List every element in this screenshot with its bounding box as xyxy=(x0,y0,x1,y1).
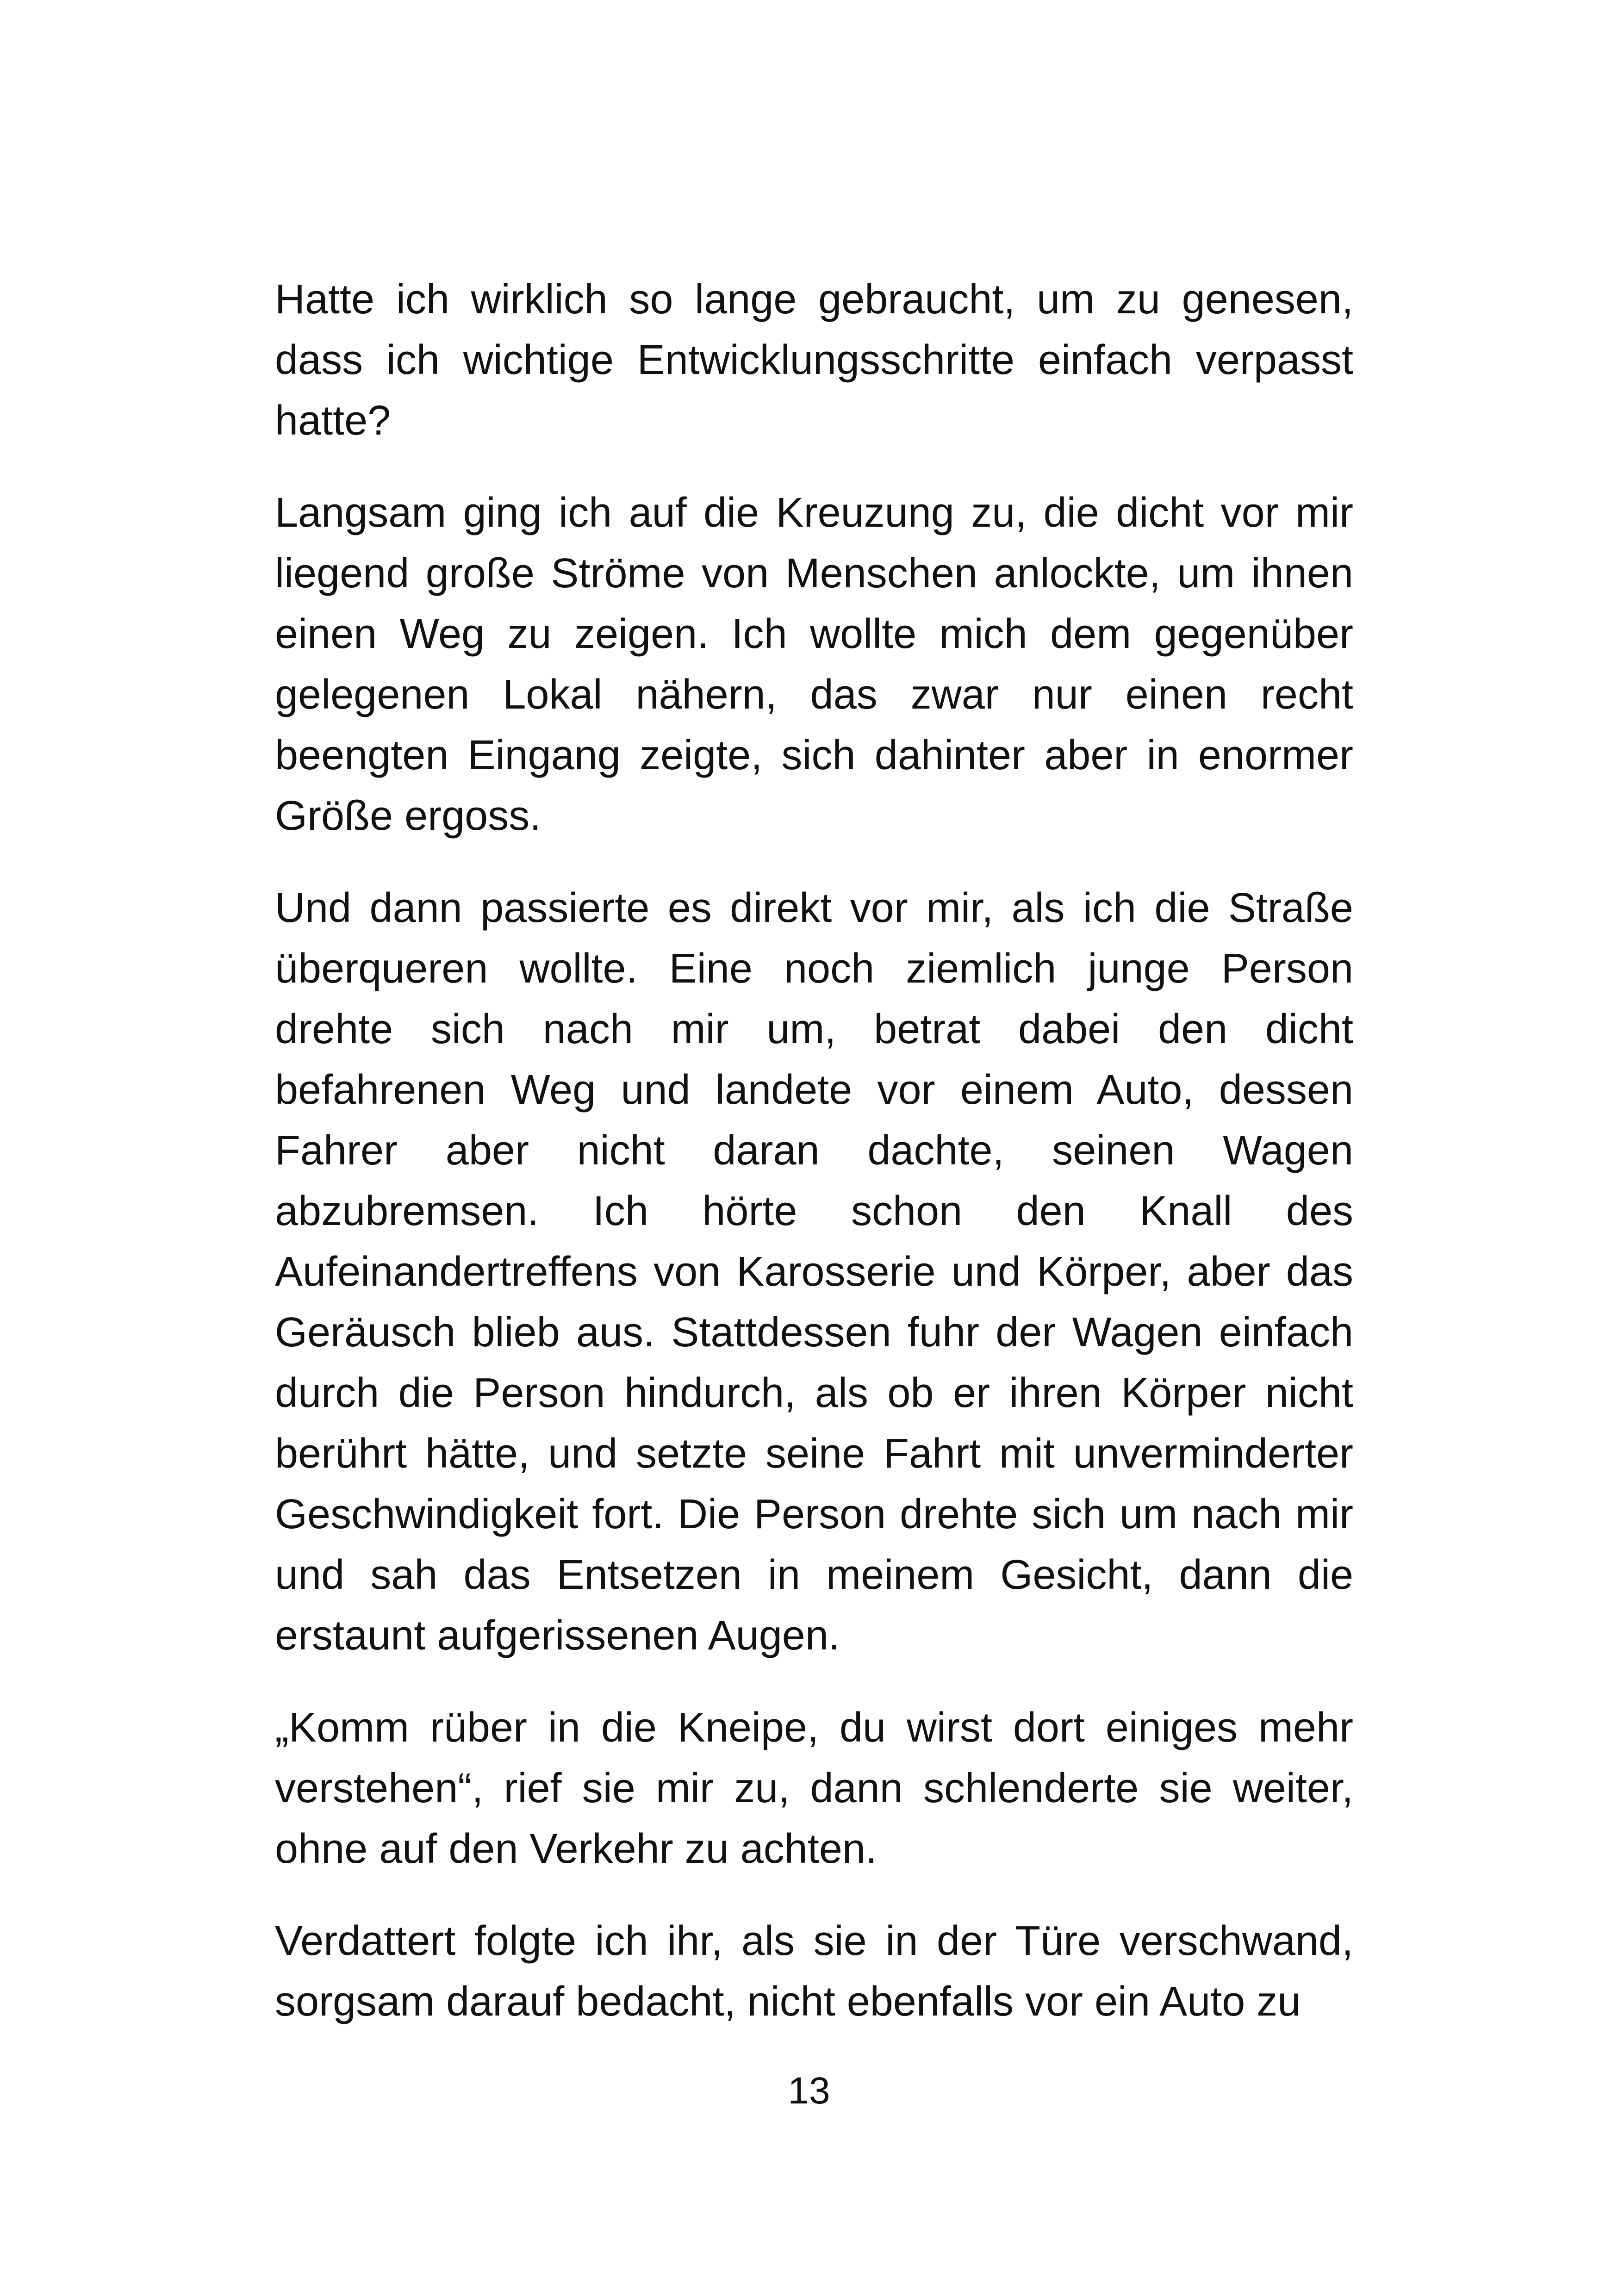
paragraph-4: „Komm rüber in die Kneipe, du wirst dort einiges mehr verstehen“, rief sie mir zu, dann schlenderte sie weiter, ohne auf den Verkehr zu achten. xyxy=(275,1705,1353,1872)
page-number: 13 xyxy=(788,2070,830,2112)
paragraph-1: Hatte ich wirklich so lange gebraucht, um zu genesen, dass ich wichtige Entwicklungsschritte einfach verpasst hatte? xyxy=(275,276,1353,444)
paragraph-5: Verdattert folgte ich ihr, als sie in der Türe verschwand, sorgsam darauf bedacht, nicht ebenfalls vor ein Auto zu xyxy=(275,1918,1353,2025)
paragraph-3: Und dann passierte es direkt vor mir, als ich die Straße überqueren wollte. Eine noch ziemlich junge Person drehte sich nach mir um, betrat dabei den dicht befahrenen Weg und landete vor einem Auto, dessen Fahrer aber nicht daran dachte, seinen Wagen abzubremsen. Ich hörte schon den Knall des Aufeinandertreffens von Karosserie und Körper, aber das Geräusch blieb aus. Stattdessen fuhr der Wagen einfach durch die Person hindurch, als ob er ihren Körper nicht berührt hätte, und setzte seine Fahrt mit unverminderter Geschwindigkeit fort. Die Person drehte sich um nach mir und sah das Entsetzen in meinem Gesicht, dann die erstaunt aufgerissenen Augen. xyxy=(275,885,1353,1659)
paragraph-2: Langsam ging ich auf die Kreuzung zu, die dicht vor mir liegend große Ströme von Menschen anlockte, um ihnen einen Weg zu zeigen. Ich wollte mich dem gegenüber gelegenen Lokal nähern, das zwar nur einen recht beengten Eingang zeigte, sich dahinter aber in enormer Größe ergoss. xyxy=(275,490,1353,839)
body-text xyxy=(275,269,1353,2064)
